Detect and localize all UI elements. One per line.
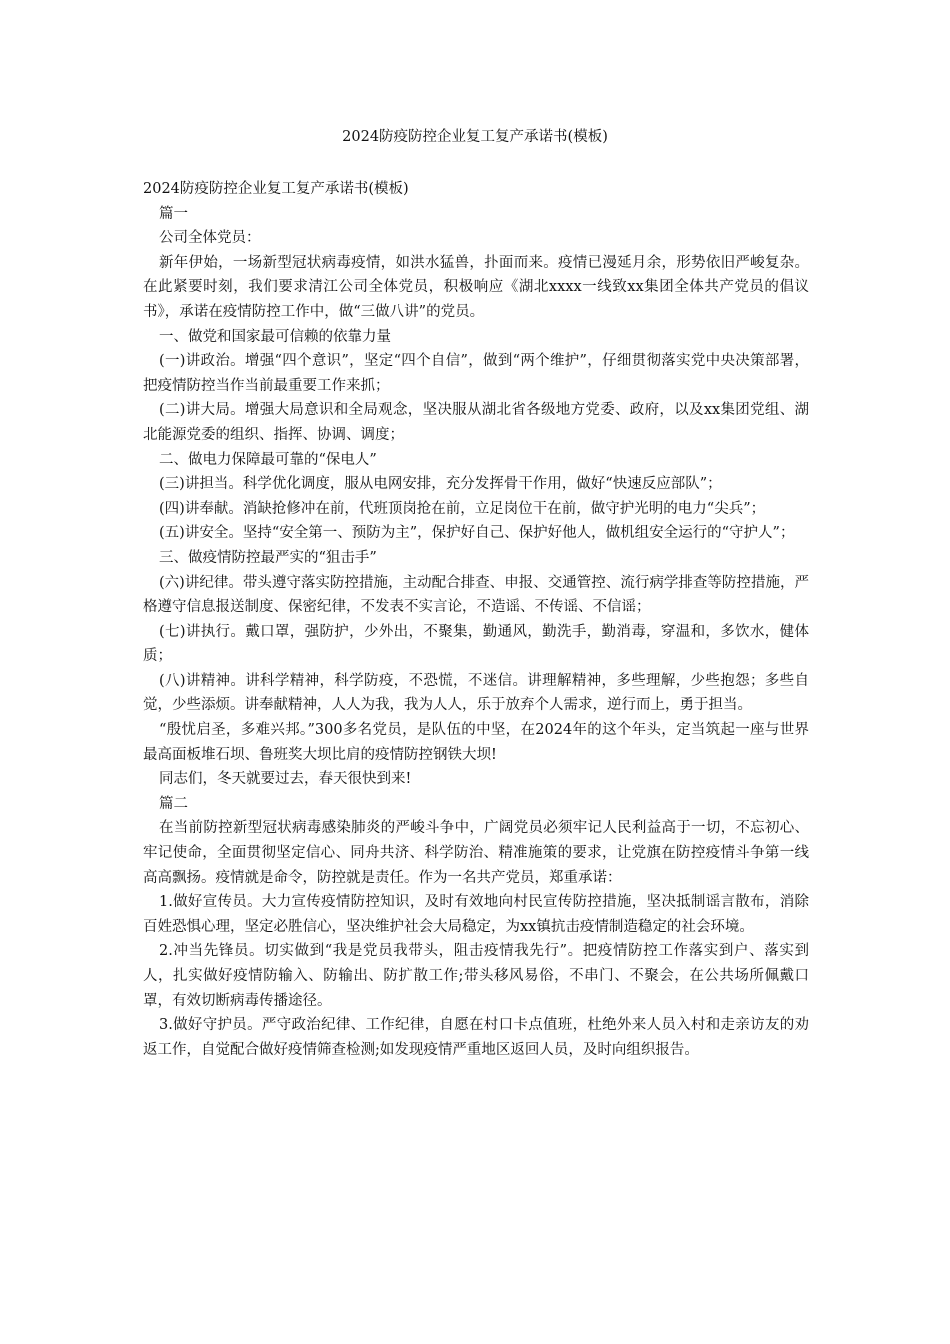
paragraph: (二)讲大局。增强大局意识和全局观念，坚决服从湖北省各级地方党委、政府，以及xx集团党组、湖北能源党委的组织、指挥、协调、调度； — [143, 402, 809, 443]
paragraph: 3.做好守护员。严守政治纪律、工作纪律，自愿在村口卡点值班，杜绝外来人员入村和走亲访友的劝返工作，自觉配合做好疫情筛查检测;如发现疫情严重地区返回人员，及时向组织报告。 — [143, 1017, 809, 1058]
paragraph: 2024防疫防控企业复工复产承诺书(模板) — [143, 181, 409, 197]
paragraph: 同志们，冬天就要过去，春天很快到来! — [159, 771, 412, 788]
paragraph: (三)讲担当。科学优化调度，服从电网安排，充分发挥骨干作用，做好“快速反应部队”； — [159, 476, 722, 493]
paragraph: 二、做电力保障最可靠的“保电人” — [159, 451, 377, 468]
paragraph: 在当前防控新型冠状病毒感染肺炎的严峻斗争中，广阔党员必须牢记人民利益高于一切，不忘初心、牢记使命，全面贯彻坚定信心、同舟共济、科学防治、精准施策的要求，让党旗在防控疫情斗争第一线高高飘扬。疫情就是命令，防控就是责任。作为一名共产党员，郑重承诺： — [143, 820, 809, 886]
paragraph: 公司全体党员： — [159, 230, 261, 247]
paragraph: 2.冲当先锋员。切实做到“我是党员我带头，阻击疫情我先行”。把疫情防控工作落实到户、落实到人，扎实做好疫情防输入、防输出、防扩散工作;带头移风易俗，不串门、不聚会，在公共场所佩戴口罩，有效切断病毒传播途径。 — [143, 943, 809, 1009]
paragraph: “殷忧启圣，多难兴邦。”300多名党员，是队伍的中坚，在2024年的这个年头，定当筑起一座与世界最高面板堆石坝、鲁班奖大坝比肩的疫情防控钢铁大坝! — [143, 722, 809, 763]
paragraph: (四)讲奉献。消缺抢修冲在前，代班顶岗抢在前，立足岗位干在前，做守护光明的电力“尖兵”； — [159, 500, 766, 517]
paragraph: (六)讲纪律。带头遵守落实防控措施，主动配合排查、申报、交通管控、流行病学排查等防控措施，严格遵守信息报送制度、保密纪律，不发表不实言论，不造谣、不传谣、不信谣； — [143, 574, 809, 616]
paragraph: 新年伊始，一场新型冠状病毒疫情，如洪水猛兽，扑面而来。疫情已漫延月余，形势依旧严峻复杂。在此紧要时刻，我们要求清江公司全体党员，积极响应《湖北xxxx一线致xx集团全体共产党员的倡议书》，承诺在疫情防控工作中，做“三做八讲”的党员。 — [143, 254, 809, 320]
paragraph: 三、做疫情防控最严实的“狙击手” — [159, 549, 377, 566]
paragraph: (七)讲执行。戴口罩，强防护，少外出，不聚集，勤通风，勤洗手，勤消毒，穿温和，多饮水，健体质； — [143, 623, 809, 665]
paragraph: (五)讲安全。坚持“安全第一、预防为主”，保护好自己、保护好他人，做机组安全运行的“守护人”； — [159, 525, 795, 542]
paragraph: 篇一 — [159, 205, 188, 222]
paragraph: 一、做党和国家最可信赖的依靠力量 — [159, 328, 391, 345]
paragraph: (一)讲政治。增强“四个意识”，坚定“四个自信”，做到“两个维护”，仔细贯彻落实党中央决策部署，把疫情防控当作当前最重要工作来抓； — [143, 353, 809, 394]
paragraph: 1.做好宣传员。大力宣传疫情防控知识，及时有效地向村民宣传防控措施，坚决抵制谣言散布，消除百姓恐惧心理，坚定必胜信心，坚决维护社会大局稳定，为xx镇抗击疫情制造稳定的社会环境。 — [143, 894, 809, 935]
paragraph: (八)讲精神。讲科学精神，科学防疫，不恐慌，不迷信。讲理解精神，多些理解，少些抱怨；多些自觉，少些添烦。讲奉献精神，人人为我，我为人人，乐于放弃个人需求，逆行而上，勇于担当。 — [143, 672, 809, 714]
document-title: 2024防疫防控企业复工复产承诺书(模板) — [342, 129, 608, 145]
document-body — [143, 177, 809, 1062]
paragraph: 篇二 — [159, 795, 188, 812]
